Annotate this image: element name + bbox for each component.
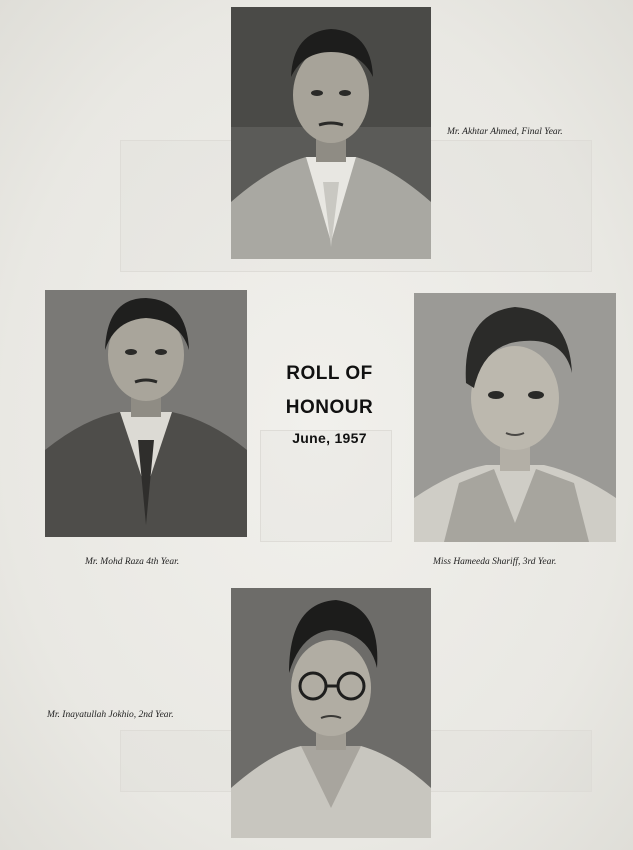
bleed-through-block [260,430,392,542]
caption-portrait-3: Miss Hameeda Shariff, 3rd Year. [433,557,557,567]
portrait-photo-graphic [231,7,431,259]
heading-date: June, 1957 [292,430,367,446]
caption-portrait-1: Mr. Akhtar Ahmed, Final Year. [447,127,563,137]
portrait-photo-graphic [45,290,247,537]
portrait-photo-graphic [414,293,616,542]
caption-portrait-2: Mr. Mohd Raza 4th Year. [85,557,180,567]
portrait-akhtar-ahmed [231,7,431,259]
heading-line-2: HONOUR [285,397,374,418]
portrait-mohd-raza [45,290,247,537]
portrait-hameeda-shariff [414,293,616,542]
portrait-photo-graphic [231,588,431,838]
heading-line-1: ROLL OF [286,363,373,384]
caption-portrait-4: Mr. Inayatullah Jokhio, 2nd Year. [47,710,174,720]
roll-of-honour-heading [262,362,397,446]
portrait-inayatullah-jokhio [231,588,431,838]
